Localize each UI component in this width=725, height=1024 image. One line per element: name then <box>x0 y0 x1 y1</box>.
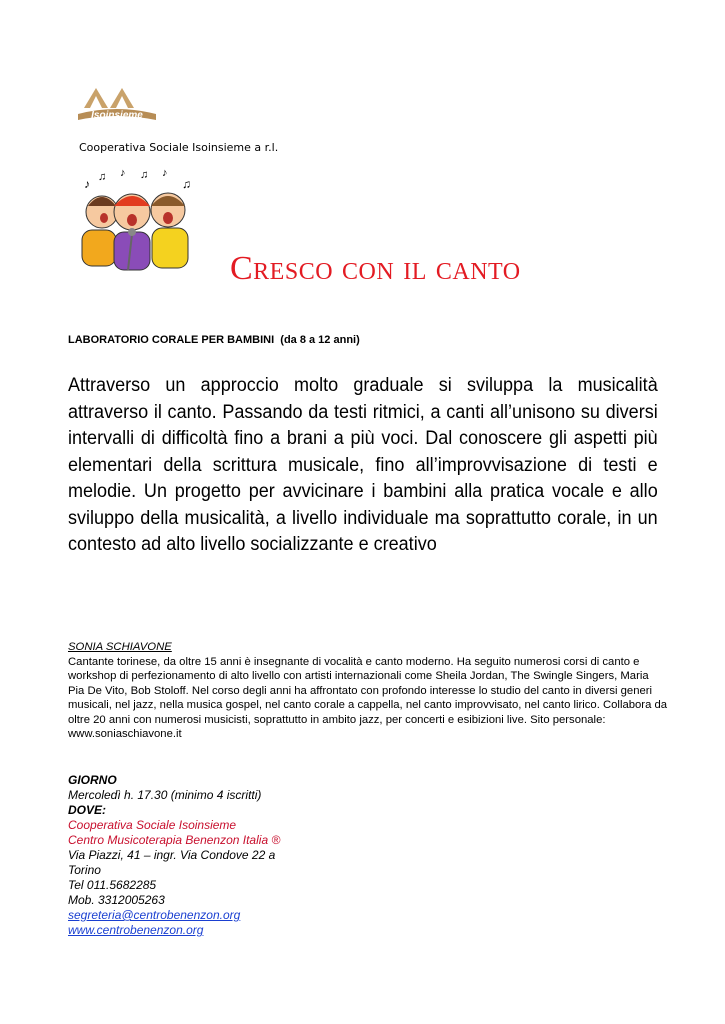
svg-text:♫: ♫ <box>98 171 107 183</box>
address-street: Via Piazzi, 41 – ingr. Via Condove 22 a <box>68 848 276 862</box>
lab-label: LABORATORIO CORALE PER BAMBINI <box>68 334 275 346</box>
lab-age: (da 8 a 12 anni) <box>280 334 360 346</box>
svg-text:♪: ♪ <box>162 167 168 179</box>
svg-text:♪: ♪ <box>120 167 126 179</box>
place-centro: Centro Musicoterapia Benenzon Italia ® <box>68 833 281 847</box>
phone: Tel 011.5682285 <box>68 878 157 892</box>
day-value: Mercoledì h. 17.30 (minimo 4 iscritti) <box>68 788 262 802</box>
teacher-bio <box>68 640 668 742</box>
isoinsieme-logo <box>76 84 158 124</box>
logo-text: Isoinsieme <box>91 110 143 121</box>
teacher-name: SONIA SCHIAVONE <box>68 641 172 653</box>
day-label: GIORNO <box>68 773 117 787</box>
place-cooperativa: Cooperativa Sociale Isoinsieme <box>68 818 237 832</box>
page-title: Cresco con il canto <box>230 250 521 287</box>
website-link[interactable]: www.centrobenenzon.org <box>68 923 204 937</box>
event-info <box>68 773 280 938</box>
email-link[interactable]: segreteria@centrobenenzon.org <box>68 908 241 922</box>
mobile: Mob. 3312005263 <box>68 893 165 907</box>
lab-heading <box>68 334 360 346</box>
teacher-bio-text: Cantante torinese, da oltre 15 anni è insegnante di vocalità e canto moderno. Ha seguito numerosi corsi di canto e workshop di perfezionamento di alto livello con artisti internazionali come Sheila Jordan, The Swingle Singers, Maria Pia De Vito, Bob Stoloff. Nel corso degli anni ha affrontato con profondo interesse lo studio del canto in diversi generi musicali, nel jazz, nella musica gospel, nel canto corale a cappella, nel canto improvvisato, nel canto lirico. Collabora da oltre 20 anni con numerosi musicisti, soprattutto in ambito jazz, per concerti e esibizioni live. Sito personale: www.soniaschiavone.it <box>68 655 668 740</box>
svg-text:♫: ♫ <box>140 169 149 181</box>
svg-text:♪: ♪ <box>84 177 90 191</box>
svg-text:♫: ♫ <box>182 177 191 191</box>
description-paragraph: Attraverso un approccio molto graduale si sviluppa la musicalità attraverso il canto. Passando da testi ritmici, a canti all’unisono su diversi intervalli di difficoltà fino a brani a più voci. Dal conoscere gli aspetti più elementari della scrittura musicale, fino all’improvvisazione di testi e melodie. Un progetto per avvicinare i bambini alla pratica vocale e allo sviluppo della musicalità, a livello individuale ma soprattutto corale, in un contesto ad alto livello socializzante e creativo <box>68 374 658 555</box>
address-city: Torino <box>68 863 101 877</box>
singing-children-illustration <box>78 166 194 274</box>
where-label: DOVE: <box>68 803 107 817</box>
org-name: Cooperativa Sociale Isoinsieme a r.l. <box>79 141 279 154</box>
